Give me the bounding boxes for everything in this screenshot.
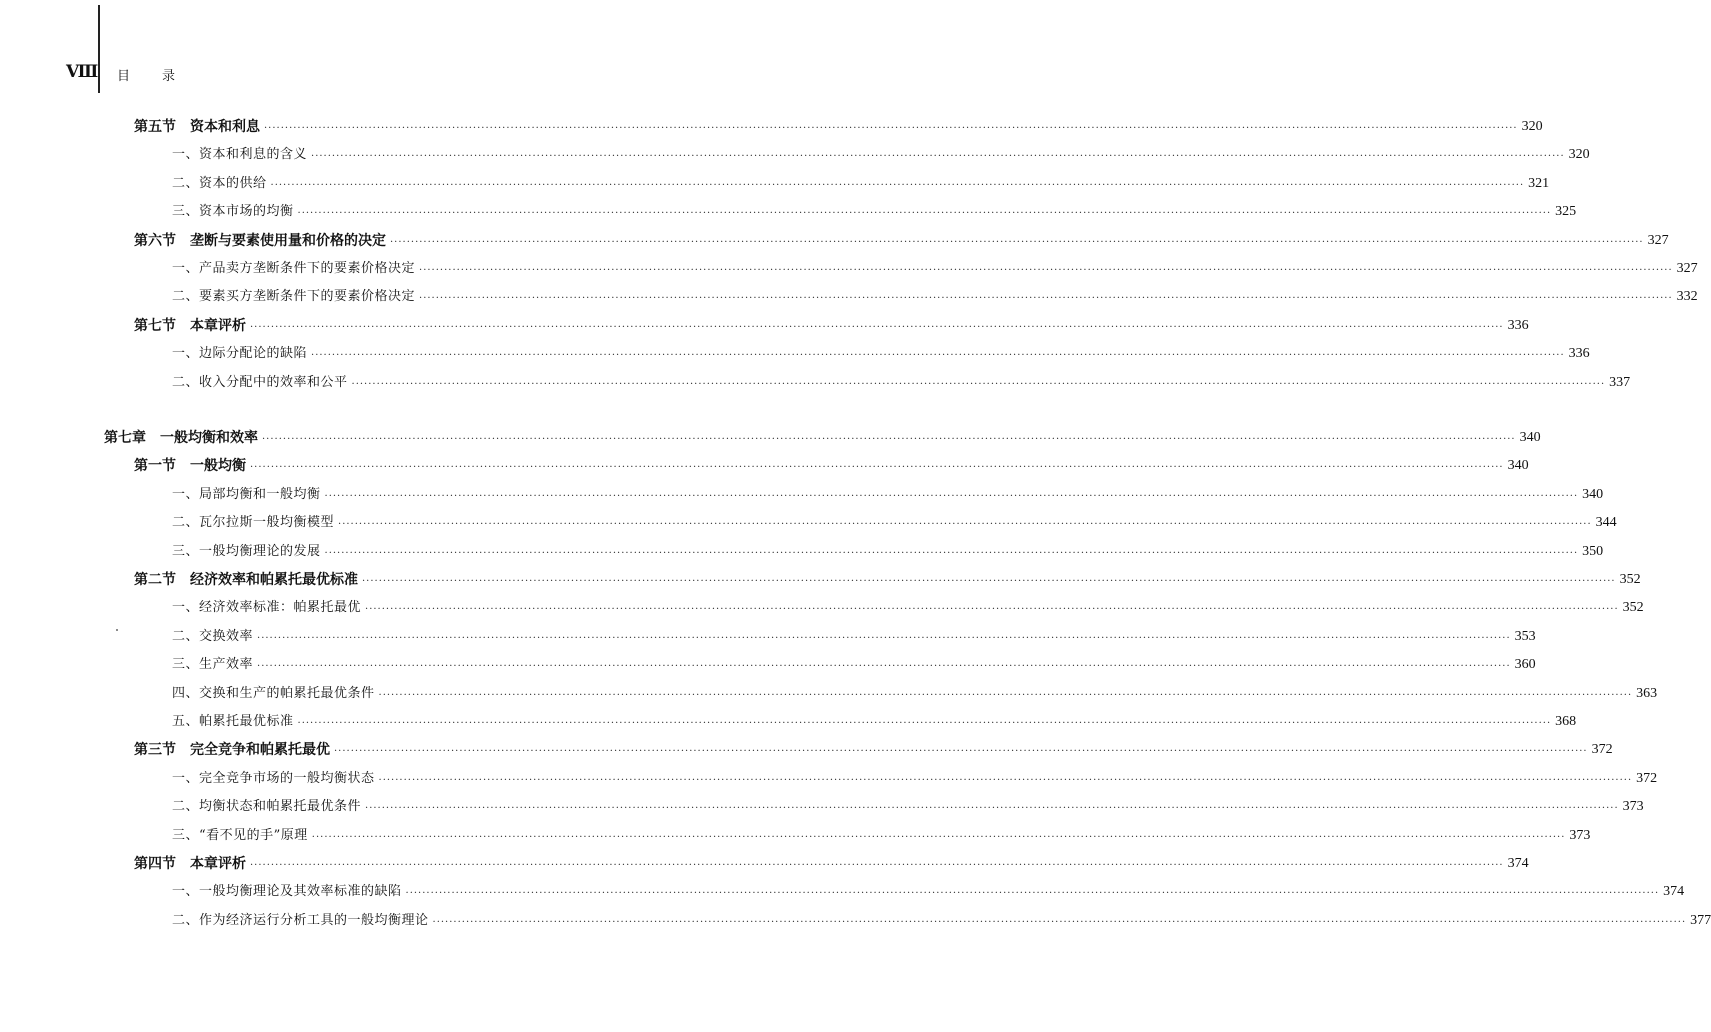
toc-entry-item — [172, 652, 1536, 674]
toc-entry-label: 五、帕累托最优标准 — [172, 714, 294, 729]
toc-entry-item — [172, 510, 1617, 532]
toc-entry-chapter — [104, 425, 1541, 447]
dot-leader: ············································································································································································································································································································ — [405, 888, 1660, 899]
header-rule — [98, 5, 100, 93]
toc-entry-page: 320 — [1568, 147, 1590, 162]
running-title-char-2: 录 — [162, 69, 176, 84]
toc-entry-page: 368 — [1555, 714, 1577, 729]
toc-entry-label: 一、一般均衡理论及其效率标准的缺陷 — [172, 884, 402, 899]
dot-leader: ············································································································································································································································································································ — [324, 491, 1579, 502]
toc-entry-page: 337 — [1609, 375, 1631, 390]
toc-entry-item — [172, 284, 1698, 306]
toc-entry-page: 332 — [1676, 289, 1698, 304]
toc-entry-label: 第五节 资本和利息 — [134, 119, 260, 135]
toc-entry-page: 336 — [1507, 318, 1529, 333]
dot-leader: ············································································································································································································································································································ — [419, 265, 1673, 276]
toc-entry-section — [134, 453, 1529, 475]
toc-entry-label: 一、完全竞争市场的一般均衡状态 — [172, 771, 375, 786]
toc-entry-label: 一、边际分配论的缺陷 — [172, 346, 308, 361]
dot-leader: ············································································································································································································································································································ — [257, 633, 1511, 644]
toc-entry-page: 340 — [1519, 430, 1541, 445]
toc-entry-label: 二、要素买方垄断条件下的要素价格决定 — [172, 289, 416, 304]
toc-entry-item — [172, 539, 1604, 561]
toc-entry-item — [172, 256, 1698, 278]
dot-leader: ············································································································································································································································································································ — [250, 462, 1504, 473]
toc-entry-section — [134, 228, 1669, 250]
toc-entry-item — [172, 199, 1577, 221]
dot-leader: ············································································································································································································································································································ — [311, 151, 1565, 162]
toc-entry-item — [172, 624, 1536, 646]
toc-entry-section — [134, 567, 1641, 589]
dot-leader: ············································································································································································································································································································ — [257, 661, 1511, 672]
toc-entry-page: 374 — [1663, 884, 1685, 899]
toc-entry-label: 二、资本的供给 — [172, 176, 267, 191]
toc-entry-item — [172, 681, 1658, 703]
toc-entry-label: 一、资本和利息的含义 — [172, 147, 308, 162]
toc-entry-label: 二、瓦尔拉斯一般均衡模型 — [172, 515, 335, 530]
dot-leader: ············································································································································································································································································································ — [311, 350, 1565, 361]
dot-leader: ············································································································································································································································································································ — [264, 123, 1518, 134]
running-title — [117, 65, 175, 84]
dot-leader: ············································································································································································································································································································ — [378, 775, 1633, 786]
toc-entry-label: 第四节 本章评析 — [134, 856, 246, 872]
toc-entry-label: 二、交换效率 — [172, 629, 254, 644]
toc-entry-item — [172, 171, 1550, 193]
toc-entry-item — [172, 794, 1644, 816]
dot-leader: ············································································································································································································································································································ — [297, 208, 1552, 219]
toc-entry-label: 二、作为经济运行分析工具的一般均衡理论 — [172, 913, 429, 928]
print-speck — [116, 629, 118, 631]
dot-leader: ············································································································································································································································································································ — [351, 379, 1606, 390]
toc-entry-page: 374 — [1507, 856, 1529, 871]
toc-entry-section — [134, 313, 1529, 335]
toc-entry-item — [172, 370, 1631, 392]
dot-leader: ············································································································································································································································································································ — [297, 718, 1552, 729]
toc-entry-item — [172, 341, 1590, 363]
toc-entry-item — [172, 879, 1685, 901]
toc-entry-page: 336 — [1568, 346, 1590, 361]
toc-entry-label: 四、交换和生产的帕累托最优条件 — [172, 686, 375, 701]
dot-leader: ············································································································································································································································································································ — [338, 519, 1592, 530]
toc-entry-item — [172, 142, 1590, 164]
toc-entry-section — [134, 114, 1543, 136]
toc-entry-label: 三、一般均衡理论的发展 — [172, 544, 321, 559]
dot-leader: ············································································································································································································································································································ — [365, 803, 1619, 814]
toc-entry-label: 三、生产效率 — [172, 657, 254, 672]
dot-leader: ············································································································································································································································································································ — [378, 690, 1633, 701]
toc-entry-label: 三、资本市场的均衡 — [172, 204, 294, 219]
toc-entry-label: 第三节 完全竞争和帕累托最优 — [134, 742, 330, 758]
toc-entry-label: 第七节 本章评析 — [134, 318, 246, 334]
toc-entry-label: 第七章 一般均衡和效率 — [104, 430, 258, 446]
toc-entry-page: 344 — [1595, 515, 1617, 530]
toc-entry-page: 321 — [1528, 176, 1550, 191]
toc-entry-page: 340 — [1507, 458, 1529, 473]
toc-entry-label: 二、收入分配中的效率和公平 — [172, 375, 348, 390]
toc-entry-item — [172, 908, 1711, 930]
toc-entry-page: 320 — [1521, 119, 1543, 134]
toc-entry-page: 327 — [1647, 233, 1669, 248]
toc-entry-page: 377 — [1690, 913, 1711, 928]
dot-leader: ············································································································································································································································································································ — [250, 322, 1504, 333]
toc-entry-page: 373 — [1622, 799, 1644, 814]
toc-entry-page: 360 — [1514, 657, 1536, 672]
toc-entry-section — [134, 851, 1529, 873]
dot-leader: ············································································································································································································································································································ — [365, 604, 1619, 615]
toc-entry-label: 第二节 经济效率和帕累托最优标准 — [134, 572, 358, 588]
toc-entry-item — [172, 766, 1658, 788]
toc-entry-page: 372 — [1636, 771, 1658, 786]
toc-entry-label: 一、局部均衡和一般均衡 — [172, 487, 321, 502]
dot-leader: ············································································································································································································································································································ — [262, 434, 1516, 445]
toc-entry-label: 一、经济效率标准：帕累托最优 — [172, 600, 362, 615]
dot-leader: ············································································································································································································································································································ — [324, 548, 1579, 559]
dot-leader: ············································································································································································································································································································ — [270, 180, 1525, 191]
dot-leader: ············································································································································································································································································································ — [311, 832, 1566, 843]
toc-entry-page: 325 — [1555, 204, 1577, 219]
toc-entry-label: 二、均衡状态和帕累托最优条件 — [172, 799, 362, 814]
toc-entry-page: 372 — [1591, 742, 1613, 757]
page-number: Ⅷ — [66, 62, 98, 82]
toc-entry-label: 一、产品卖方垄断条件下的要素价格决定 — [172, 261, 416, 276]
dot-leader: ············································································································································································································································································································ — [390, 237, 1644, 248]
toc-entry-item — [172, 823, 1591, 845]
toc-entry-page: 350 — [1582, 544, 1604, 559]
toc-entry-item — [172, 482, 1604, 504]
dot-leader: ············································································································································································································································································································ — [419, 293, 1673, 304]
dot-leader: ············································································································································································································································································································ — [362, 576, 1616, 587]
toc-entry-page: 363 — [1636, 686, 1658, 701]
toc-entry-item — [172, 595, 1644, 617]
toc-entry-label: 三、“看不见的手”原理 — [172, 828, 308, 843]
dot-leader: ············································································································································································································································································································ — [334, 746, 1588, 757]
toc-entry-page: 373 — [1569, 828, 1591, 843]
toc-entry-item — [172, 709, 1577, 731]
toc-entry-label: 第一节 一般均衡 — [134, 458, 246, 474]
toc-entry-page: 327 — [1676, 261, 1698, 276]
toc-entry-page: 352 — [1622, 600, 1644, 615]
dot-leader: ············································································································································································································································································································ — [432, 917, 1687, 928]
dot-leader: ············································································································································································································································································································ — [250, 860, 1504, 871]
toc-entry-page: 340 — [1582, 487, 1604, 502]
toc-entry-page: 352 — [1619, 572, 1641, 587]
toc-entry-label: 第六节 垄断与要素使用量和价格的决定 — [134, 233, 386, 249]
toc-entry-page: 353 — [1514, 629, 1536, 644]
running-title-char-1: 目 — [117, 69, 131, 84]
toc-entry-section — [134, 737, 1613, 759]
